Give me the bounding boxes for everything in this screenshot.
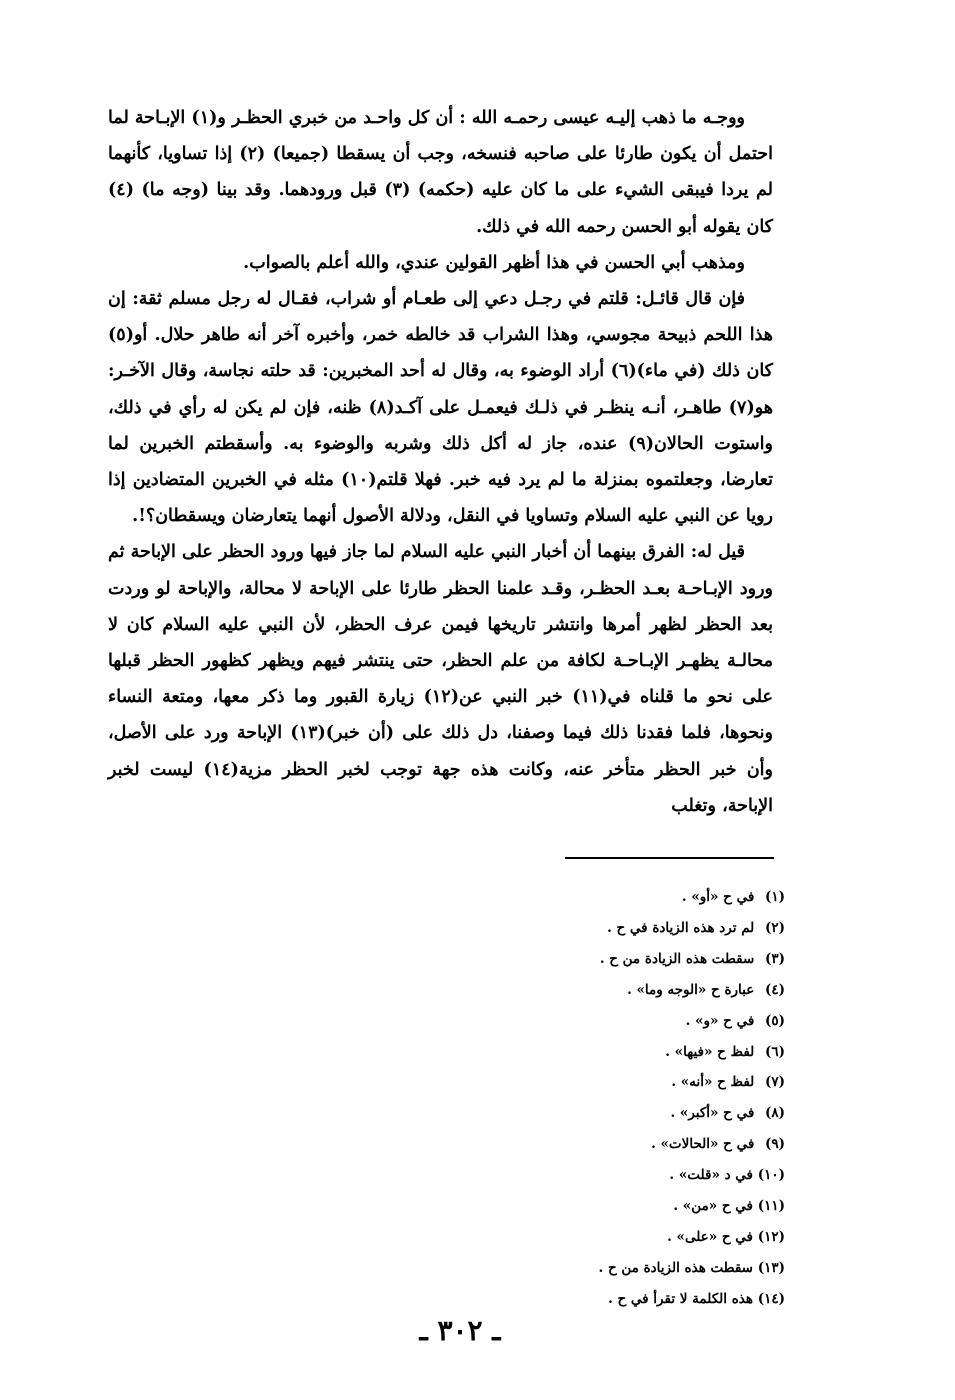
paragraph: ومذهب أبي الحسن في هذا أظهر القولين عندي، والله أعلم بالصواب. [243, 252, 745, 273]
footnote-item [500, 1222, 785, 1253]
footnote-number: (١٤) [757, 1290, 785, 1307]
footnote-item [500, 944, 785, 975]
footnote-item [500, 1253, 785, 1284]
footnote-item [500, 882, 785, 913]
footnote-item [500, 1160, 785, 1191]
footnote-text: في ح «و» . [685, 1012, 755, 1029]
footnote-item [500, 975, 785, 1006]
footnote-text: في ح «أو» . [681, 889, 755, 905]
footnote-item [500, 1129, 785, 1160]
footnote-number: (٥) [764, 1012, 785, 1029]
paragraph: فإن قال قائـل: قلتم في رجـل دعي إلى طعـام أو شراب، فقـال له رجل مسلم ثقة: إن هذا اللحم ذبيحة مجوسي، وهذا الشراب قد خالطه خمر، وأخبره آخر أنه طاهر حلال. أو(٥) كان ذلك (في ماء)(٦) أراد الوضوء به، وقال له أحد المخبرين: قد حلته نجاسة، وقال الآخـر: هو(٧) طاهـر، أنـه ينظـر في ذلـك فيعمـل على آكـد(٨) ظنه، فإن لم يكن له رأي في ذلك، واستوت الحالان(٩) عنده، جاز له أكل ذلك وشربه والوضوء به. وأسقطتم الخبرين لما تعارضا، وجعلتموه بمنزلة ما لم يرد فيه خبر. فهلا قلتم(١٠) مثله في الخبرين المتضادين إذا رويا عن النبي عليه السلام وتساويا في النقل، ودلالة الأصول أنهما يتعارضان ويسقطان؟!. [108, 289, 773, 527]
footnote-number: (١) [764, 889, 785, 905]
paragraph: قيل له: الفرق بينهما أن أخبار النبي عليه السلام لما جاز فيها ورود الحظر على الإباحة ثم ورود الإبـاحـة بعـد الحظـر، وقـد علمنا الحظر طارئا على الإباحة لا محالة، والإباحة لو وردت بعد الحظر لظهر أمرها وانتشر تاريخها فيمن عرف الحظر، لأن النبي عليه السلام كان لا محالـة يظهـر الإبـاحـة لكافة من علم الحظر، حتى ينتشر فيهم ويظهر كظهور الحظر قبلها على نحو ما قلناه في(١١) خبر النبي عن(١٢) زيارة القبور وما ذكر معها، ومتعة النساء ونحوها، فلما فقدنا ذلك فيما وصفنا، دل ذلك على (أن خبر)(١٣) الإباحة ورد على الأصل، وأن خبر الحظر متأخر عنه، وكانت هذه جهة توجب لخبر الحظر مزية(١٤) ليست لخبر الإباحة، وتغلب [108, 542, 774, 816]
footnote-text: في ح «على» . [667, 1228, 753, 1245]
footnote-number: (٩) [764, 1136, 785, 1153]
footnote-text: سقطت هذه الزيادة من ح . [599, 950, 755, 967]
footnote-number: (١١) [757, 1198, 785, 1215]
footnote-item [500, 1284, 785, 1315]
page-number: ـ ٣٠٢ ـ [419, 1314, 501, 1347]
footnote-text: هذه الكلمة لا تقرأ في ح . [608, 1290, 753, 1307]
footnote-number: (١٣) [757, 1259, 785, 1276]
footnote-item [500, 1006, 785, 1037]
footnote-number: (١٠) [757, 1167, 785, 1184]
footnote-item [500, 1098, 785, 1129]
footnotes-list [500, 882, 785, 1315]
footnote-item [500, 913, 785, 944]
footnote-text: في ح «أكبر» . [670, 1105, 755, 1122]
footnote-text: عبارة ح «الوجه وما» . [627, 981, 755, 998]
footnote-text: لفظ ح «فيها» . [665, 1043, 755, 1060]
paragraph: ووجـه ما ذهب إليـه عيسى رحمـه الله : أن كل واحـد من خبري الحظـر و(١) الإبـاحة لما احتمل أن يكون طارئا على صاحبه فنسخه، وجب أن يسقطا (جميعا) (٢) إذا تساويا، كأنهما لم يردا فيبقى الشيء على ما كان عليه (حكمه) (٣) قبل ورودهما. وقد بينا (وجه ما) (٤) كان يقوله أبو الحسن رحمه الله في ذلك. [108, 108, 773, 237]
footnote-number: (٣) [764, 950, 785, 967]
footnote-number: (٦) [764, 1043, 785, 1060]
footnote-text: لم ترد هذه الزيادة في ح . [607, 919, 755, 936]
main-text-block [108, 100, 773, 824]
footnote-text: في د «قلت» . [669, 1167, 753, 1184]
footnote-number: (٤) [764, 981, 785, 998]
footnote-number: (٨) [764, 1105, 785, 1122]
footnote-text: سقطت هذه الزيادة من ح . [598, 1259, 753, 1276]
footnote-number: (٢) [764, 919, 785, 936]
footnote-item [500, 1191, 785, 1222]
footnote-text: في ح «من» . [673, 1198, 753, 1215]
footnote-text: في ح «الحالات» . [651, 1136, 755, 1153]
footnote-number: (٧) [764, 1074, 785, 1091]
footnote-item [500, 1037, 785, 1068]
footnote-text: لفظ ح «أنه» . [671, 1074, 755, 1091]
footnote-item [500, 1067, 785, 1098]
footnote-number: (١٢) [757, 1228, 785, 1245]
footnote-divider [565, 857, 774, 859]
